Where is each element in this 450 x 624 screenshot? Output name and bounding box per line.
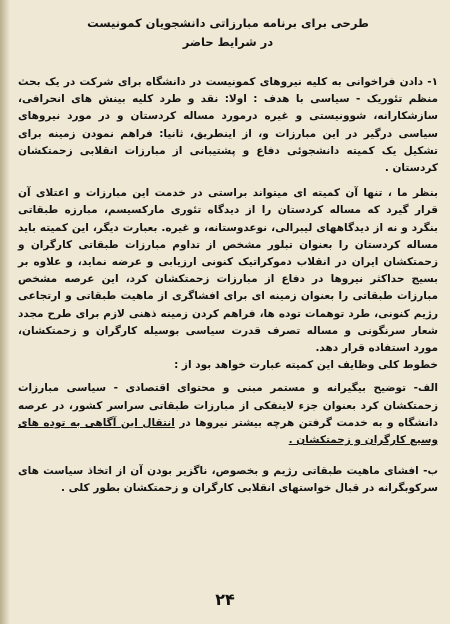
page-binding-shadow	[0, 0, 10, 624]
list-item-be: ب- افشای ماهیت طبقاتی رژیم و بخصوص، ناگزیر بودن آن از اتخاذ سیاست های سرکوبگرانه در قبال خواستهای انقلابی کارگران و زحمتکشان بطور کلی .	[18, 465, 438, 495]
paragraph-2: بنظر ما ، تنها آن کمیته ای میتواند براستی در خدمت این مبارزات و اعتلای آن قرار گیرد که مساله کردستان را از دیدگاه تئوری مارکسیسم، مبارزه طبقاتی بنگرد و نه از دیدگاههای لیبرالی، نوعدوستانه، و غیره. بعبارت دیگر، این کمیته باید مساله کردستان را بعنوان تبلور مشخص از تداوم مبارزات طبقاتی کارگران و زحمتکشان ایران در انقلاب دموکراتیک کنونی ارزیابی و عرضه نماید، و علاوه بر بسیج حداکثر نیروها در دفاع از مبارزات زحمتکشان کرد، این عرصه مشخص مبارزات طبقاتی را بعنوان زمینه ای برای افشاگری از ماهیت طبقاتی و ارتجاعی رژیم کنونی، طرد توهمات توده ها، فراهم کردن زمینه ذهنی لازم برای طرح مجدد شعار سرنگونی و مساله تصرف قدرت سیاسی بوسیله کارگران و زحمتکشان، مورد استفاده قرار دهد.	[18, 187, 438, 355]
page-number: ۲۴	[215, 590, 235, 609]
list-item-alef-underlined: انتقال این آگاهی به توده های وسیع کارگران و زحمتکشان .	[18, 416, 438, 447]
paragraph-3: خطوط کلی وظایف این کمیته عبارت خواهد بود از :	[174, 359, 438, 372]
list-item-alef	[18, 380, 438, 449]
paragraph-1: ۱- دادن فراخوانی به کلیه نیروهای کمونیست در دانشگاه برای شرکت در یک بحث منظم تئوریک - سیاسی با هدف : اولا: نقد و طرد کلیه بینش های انحرافی، سازشکارانه، شوونیستی و غیره درمورد مساله کردستان و در مورد نیروهای سیاسی درگیر در این مبارزات و، از اینطریق، ثانیا: فراهم نمودن زمینه برای تشکیل یک کمیته دانشجوئی دفاع و پشتیبانی از مبارزات انقلابی زحمتکشان کردستان .	[18, 76, 438, 175]
document-body	[18, 14, 438, 498]
document-title-line1: طرحی برای برنامه مبارزاتی دانشجویان کمونیست	[87, 16, 369, 30]
document-title-line2: در شرایط حاضر	[182, 35, 274, 49]
list-item-alef-text: الف- توضیح بیگیرانه و مستمر مبنی و محتوای اقتصادی - سیاسی مبارزات زحمتکشان کرد بعنوان جزء لاینفکی از مبارزات طبقاتی سراسر کشور، در عرصه دانشگاه و به خدمت گرفتن هرچه بیشتر نیروها در	[18, 382, 438, 429]
